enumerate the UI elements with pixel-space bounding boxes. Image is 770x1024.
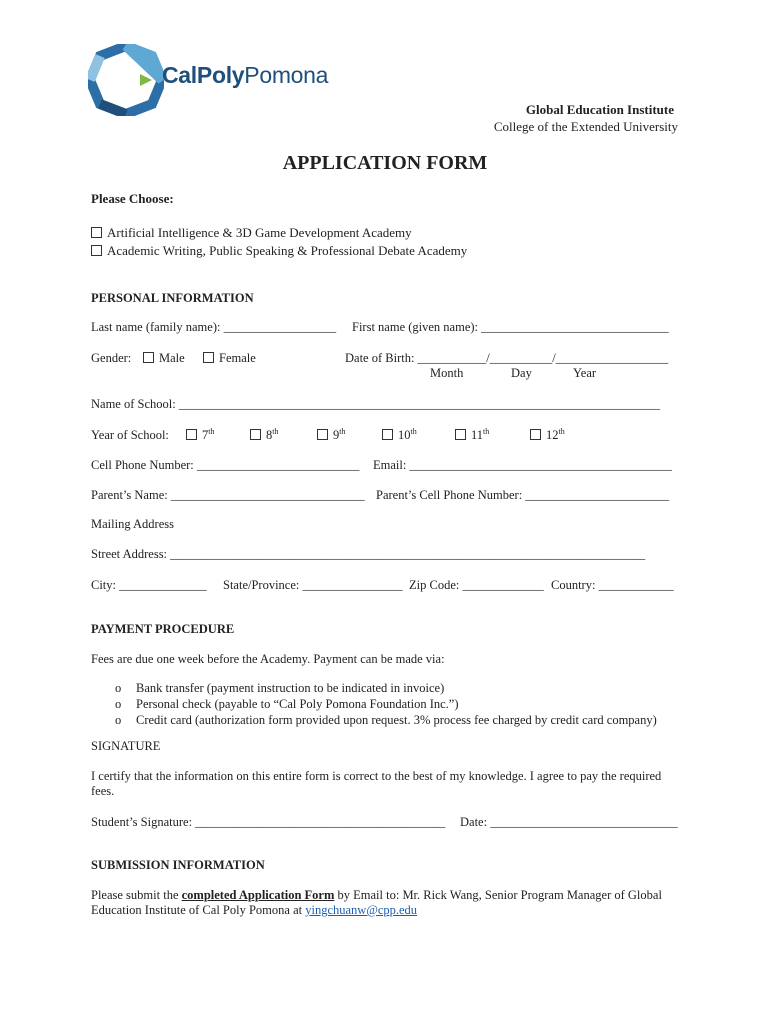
dob-year-label: Year	[573, 366, 597, 380]
checkbox[interactable]	[382, 429, 393, 440]
zip-field[interactable]: Zip Code: _____________	[409, 578, 544, 592]
section-heading-signature: SIGNATURE	[91, 739, 161, 753]
checkbox[interactable]	[455, 429, 466, 440]
contact-email-link[interactable]: yingchuanw@cpp.edu	[305, 903, 418, 917]
payment-item-bank: Bank transfer (payment instruction to be indicated in invoice)	[136, 681, 445, 695]
cell-phone-field[interactable]: Cell Phone Number: __________________________	[91, 458, 360, 472]
octagon-logo-icon	[88, 44, 164, 116]
page-title: APPLICATION FORM	[282, 152, 488, 174]
college-name: College of the Extended University	[493, 119, 678, 134]
checkbox[interactable]	[250, 429, 261, 440]
certify-text-line1: I certify that the information on this entire form is correct to the best of my knowledge. I agree to pay the required	[91, 769, 662, 783]
checkbox[interactable]	[186, 429, 197, 440]
completed-form-emphasis: completed Application Form	[181, 888, 335, 902]
academy-option-ai[interactable]: Artificial Intelligence & 3D Game Development Academy	[91, 225, 412, 241]
street-address-field[interactable]: Street Address: ____________________________________________________________________________	[91, 547, 646, 561]
mailing-address-label: Mailing Address	[91, 517, 174, 531]
checkbox[interactable]	[317, 429, 328, 440]
bullet-icon: o	[115, 697, 122, 711]
parent-cell-field[interactable]: Parent’s Cell Phone Number: _______________________	[376, 488, 670, 502]
bullet-icon: o	[115, 681, 122, 695]
checkbox[interactable]	[143, 352, 154, 363]
certify-text-line2: fees.	[91, 784, 115, 798]
signature-date-field[interactable]: Date: ______________________________	[460, 815, 678, 829]
payment-intro: Fees are due one week before the Academy. Payment can be made via:	[91, 652, 445, 666]
year-option-11[interactable]: 11th	[455, 427, 489, 443]
parent-name-field[interactable]: Parent’s Name: _______________________________	[91, 488, 365, 502]
dob-month-label: Month	[430, 366, 464, 380]
year-option-10[interactable]: 10th	[382, 427, 417, 443]
year-option-12[interactable]: 12th	[530, 427, 565, 443]
email-field[interactable]: Email: __________________________________________	[373, 458, 672, 472]
date-of-birth-field[interactable]: Date of Birth: ___________/__________/__________________	[345, 351, 669, 365]
payment-item-check: Personal check (payable to “Cal Poly Pomona Foundation Inc.”)	[136, 697, 459, 711]
gender-female-option[interactable]: Female	[203, 351, 256, 366]
year-option-8[interactable]: 8th	[250, 427, 278, 443]
institute-name: Global Education Institute	[525, 102, 674, 117]
state-field[interactable]: State/Province: ________________	[223, 578, 403, 592]
checkbox[interactable]	[530, 429, 541, 440]
last-name-field[interactable]: Last name (family name): __________________	[91, 320, 337, 334]
section-heading-submission: SUBMISSION INFORMATION	[91, 858, 265, 872]
city-field[interactable]: City: ______________	[91, 578, 207, 592]
first-name-field[interactable]: First name (given name): ______________________________	[352, 320, 669, 334]
gender-label: Gender:	[91, 351, 132, 365]
year-option-7[interactable]: 7th	[186, 427, 214, 443]
dob-day-label: Day	[511, 366, 532, 380]
checkbox[interactable]	[91, 245, 102, 256]
section-heading-payment: PAYMENT PROCEDURE	[91, 622, 235, 636]
submission-text-line1: Please submit the completed Application Form by Email to: Mr. Rick Wang, Senior Program Manager of Global	[91, 888, 662, 902]
checkbox[interactable]	[203, 352, 214, 363]
payment-item-card: Credit card (authorization form provided upon request. 3% process fee charged by credit card company)	[136, 713, 657, 727]
academy-option-writing[interactable]: Academic Writing, Public Speaking & Professional Debate Academy	[91, 243, 467, 259]
logo-wordmark: CalPolyPomona	[162, 62, 329, 88]
school-name-field[interactable]: Name of School: _____________________________________________________________________________	[91, 397, 661, 411]
please-choose-label: Please Choose:	[91, 191, 174, 206]
country-field[interactable]: Country: ____________	[551, 578, 674, 592]
year-option-9[interactable]: 9th	[317, 427, 345, 443]
bullet-icon: o	[115, 713, 122, 727]
submission-text-line2: Education Institute of Cal Poly Pomona at yingchuanw@cpp.edu	[91, 903, 418, 917]
gender-male-option[interactable]: Male	[143, 351, 185, 366]
section-heading-personal: PERSONAL INFORMATION	[91, 291, 254, 305]
year-of-school-label: Year of School:	[91, 428, 169, 442]
student-signature-field[interactable]: Student’s Signature: ________________________________________	[91, 815, 446, 829]
checkbox[interactable]	[91, 227, 102, 238]
